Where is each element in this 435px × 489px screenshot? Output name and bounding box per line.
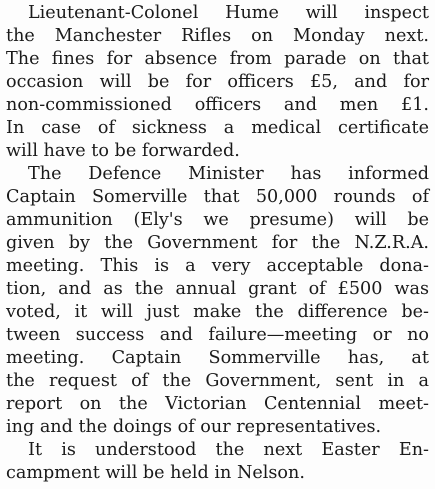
article-line: In case of sickness a medical certificate	[6, 118, 429, 138]
article-line: the Manchester Rifles on Monday next.	[6, 26, 429, 46]
article-line: Captain Somerville that 50,000 rounds of	[6, 187, 429, 207]
article-line: voted, it will just make the difference be-	[6, 302, 429, 322]
article-line: Lieutenant-Colonel Hume will inspect	[28, 3, 429, 23]
article-line: occasion will be for officers £5, and for	[6, 72, 429, 92]
article-line: It is understood the next Easter En-	[28, 440, 429, 460]
article-line: meeting. This is a very acceptable dona-	[6, 256, 429, 276]
article-line: the request of the Government, sent in a	[6, 371, 429, 391]
article-line: The fines for absence from parade on that	[6, 49, 429, 69]
article-line: non-commissioned officers and men £1.	[6, 95, 429, 115]
article-line: will have to be forwarded.	[6, 141, 240, 161]
article-line: meeting. Captain Sommerville has, at	[6, 348, 429, 368]
article-line: campment will be held in Nelson.	[6, 463, 305, 483]
article-line: tion, and as the annual grant of £500 was	[6, 279, 429, 299]
article-line: report on the Victorian Centennial meet-	[6, 394, 429, 414]
article-line: ammunition (Ely's we presume) will be	[6, 210, 429, 230]
article-line: given by the Government for the N.Z.R.A.	[6, 233, 429, 253]
article-line: The Defence Minister has informed	[28, 164, 429, 184]
article-line: ing and the doings of our representatives.	[6, 417, 382, 437]
article-line: tween success and failure—meeting or no	[6, 325, 429, 345]
